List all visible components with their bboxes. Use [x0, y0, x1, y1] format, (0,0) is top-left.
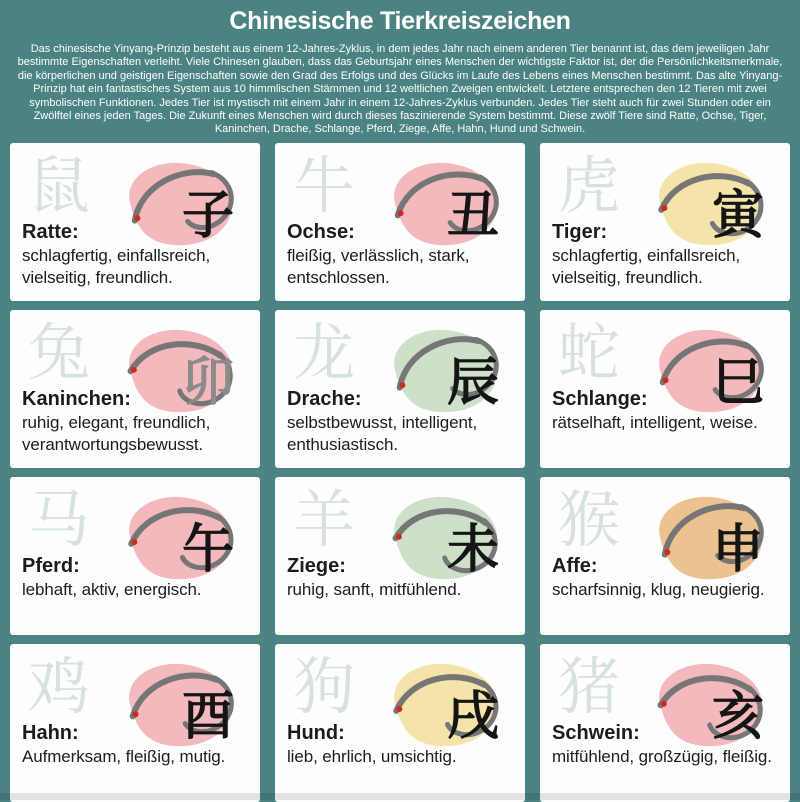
animal-traits: scharfsinnig, klug, neugierig.	[552, 579, 765, 599]
zodiac-hanzi: 牛	[293, 148, 356, 222]
branch-character: 亥	[711, 686, 765, 747]
animal-traits: fleißig, verlässlich, stark, entschlossen.	[287, 245, 470, 287]
branch-character: 申	[711, 519, 765, 580]
zodiac-hanzi: 狗	[293, 649, 356, 723]
zodiac-card-affe	[540, 477, 790, 635]
zodiac-hanzi: 蛇	[558, 315, 621, 389]
animal-name: Tiger:	[552, 220, 608, 243]
zodiac-hanzi: 羊	[293, 482, 356, 556]
branch-character: 子	[181, 185, 235, 246]
animal-name: Affe:	[552, 554, 598, 577]
card-text	[287, 553, 521, 601]
animal-traits: rätselhaft, intelligent, weise.	[552, 412, 758, 432]
card-text	[287, 720, 521, 768]
card-text	[22, 219, 256, 289]
animal-name: Ratte:	[22, 220, 79, 243]
zodiac-hanzi: 鸡	[28, 649, 91, 723]
animal-name: Hund:	[287, 721, 345, 744]
zodiac-hanzi: 猪	[558, 649, 621, 723]
animal-name: Hahn:	[22, 721, 79, 744]
zodiac-card-ratte	[10, 143, 260, 301]
branch-character: 寅	[711, 185, 765, 246]
animal-traits: ruhig, elegant, freundlich, verantwortungsbewusst.	[22, 412, 211, 454]
animal-traits: lebhaft, aktiv, energisch.	[22, 579, 202, 599]
card-text	[552, 386, 786, 434]
animal-name: Schlange:	[552, 387, 648, 410]
animal-name: Ochse:	[287, 220, 355, 243]
card-text	[22, 720, 256, 768]
card-text	[22, 386, 256, 456]
zodiac-card-drache	[275, 310, 525, 468]
branch-character: 卯	[181, 352, 235, 413]
zodiac-grid	[0, 137, 800, 802]
animal-traits: schlagfertig, einfallsreich, vielseitig, freundlich.	[22, 245, 211, 287]
card-text	[22, 553, 256, 601]
intro-text: Das chinesische Yinyang-Prinzip besteht aus einem 12-Jahres-Zyklus, in dem jedes Jahr nach einem anderen Tier benannt ist, das dem jeweiligen Jahr bestimmte Eigenschaften verleiht. Viele Chinesen glauben, dass das Geburtsjahr eines Menschen der wichtigste Faktor ist, der die Persönlichkeitsmerkmale, die körperlichen und geistigen Eigenschaften sowie den Grad des Erfolgs und des Glücks im Laufe des Lebens eines Menschen bestimmt. Das alte Yinyang-Prinzip hat ein fantastisches System aus 10 himmlischen Stämmen und 12 weltlichen Zweigen entwickelt. Letztere entsprechen den 12 Tieren mit zwei symbolischen Funktionen. Jedes Tier ist mystisch mit einem Jahr in einem 12-Jahres-Zyklus verbunden. Jedes Tier steht auch für zwei Stunden oder ein Zwölftel eines jeden Tages. Die Zukunft eines Menschen wird durch dieses faszinierende System bestimmt. Diese zwölf Tiere sind Ratte, Ochse, Tiger, Kaninchen, Drache, Schlange, Pferd, Ziege, Affe, Hahn, Hund und Schwein.	[17, 43, 783, 136]
page-title: Chinesische Tierkreiszeichen	[229, 7, 571, 35]
card-text	[552, 553, 786, 601]
animal-name: Kaninchen:	[22, 387, 131, 410]
zodiac-card-pferd	[10, 477, 260, 635]
zodiac-hanzi: 马	[28, 482, 91, 556]
card-text	[287, 386, 521, 456]
card-text	[552, 219, 786, 289]
zodiac-hanzi: 鼠	[28, 148, 91, 222]
branch-character: 未	[446, 519, 500, 580]
animal-traits: selbstbewusst, intelligent, enthusiastisch.	[287, 412, 478, 454]
zodiac-card-kaninchen	[10, 310, 260, 468]
animal-traits: Aufmerksam, fleißig, mutig.	[22, 746, 226, 766]
branch-character: 丑	[446, 185, 500, 246]
card-text	[287, 219, 521, 289]
branch-character: 巳	[711, 352, 765, 413]
card-text	[552, 720, 786, 768]
branch-character: 酉	[181, 686, 235, 747]
animal-name: Drache:	[287, 387, 362, 410]
animal-name: Pferd:	[22, 554, 80, 577]
animal-traits: lieb, ehrlich, umsichtig.	[287, 746, 457, 766]
zodiac-card-hahn	[10, 644, 260, 802]
animal-traits: schlagfertig, einfallsreich, vielseitig, freundlich.	[552, 245, 741, 287]
zodiac-hanzi: 龙	[293, 315, 356, 389]
zodiac-hanzi: 虎	[558, 148, 621, 222]
zodiac-card-tiger	[540, 143, 790, 301]
branch-character: 午	[181, 519, 235, 580]
branch-character: 戌	[446, 686, 500, 747]
animal-name: Ziege:	[287, 554, 346, 577]
zodiac-card-schwein	[540, 644, 790, 802]
animal-traits: ruhig, sanft, mitfühlend.	[287, 579, 462, 599]
zodiac-hanzi: 猴	[558, 482, 621, 556]
branch-character: 辰	[446, 352, 500, 413]
zodiac-card-hund	[275, 644, 525, 802]
header	[0, 0, 800, 137]
animal-name: Schwein:	[552, 721, 640, 744]
zodiac-hanzi: 兔	[28, 315, 91, 389]
zodiac-card-ochse	[275, 143, 525, 301]
zodiac-card-schlange	[540, 310, 790, 468]
animal-traits: mitfühlend, großzügig, fleißig.	[552, 746, 772, 766]
zodiac-card-ziege	[275, 477, 525, 635]
